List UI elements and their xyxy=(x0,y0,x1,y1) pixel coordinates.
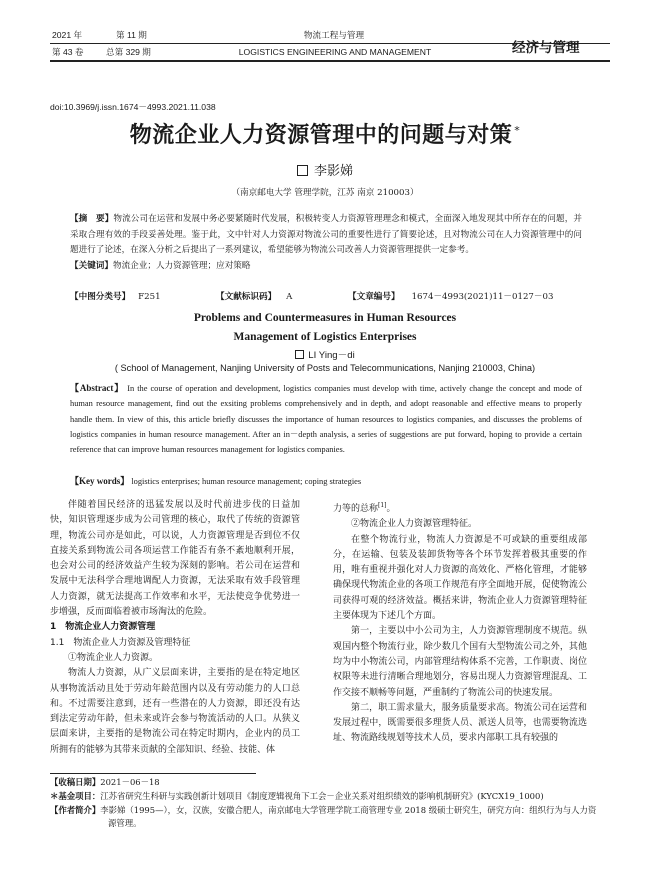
abstract-en-text: In the course of operation and development, logistics companies must develop with time, actively change the concept and mode of human resource management, find out the exsiting problems comprehensively and in depth, and adopt reasonable and effective means to properly handle them. In view of this, this article briefly discusses the importance of human resources to logistics companies, and discusses the problems of logistics companies in human resource management. After an in－depth analysis, a series of suggestions are put forward, hoping to provide a certain reference that can improve human resources management for logistics companies. xyxy=(70,384,583,455)
doc-code-label: 【文献标识码】 xyxy=(216,292,277,302)
doc-code-value: A xyxy=(286,292,293,302)
clc xyxy=(70,290,161,302)
abstract-en-label: 【Abstract】 xyxy=(70,383,125,393)
intro-paragraph: 伴随着国民经济的迅猛发展以及时代前进步伐的日益加快，知识管理逐步成为公司管理的核心，取代了传统的资源管理，物流公司亦是如此，可以说，人力资源管理是否到位不仅直接关系到物流公司各项运营工作能否有条不紊地顺利开展，也会对公司的经济效益产生较为深刻的影响。若公司在运营和发展中无法科学合理地调配人力资源，无法采取有效手段管理人力资源，就无法提高工作效率和水平，无法使竞争优势进一步增强，反而面临着被市场淘汰的危险。 xyxy=(50,500,300,618)
author-bio-value: 李影娣（1995—），女，汉族，安徽合肥人，南京邮电大学管理学院工商管理专业 2018 级硕士研究生，研究方向：组织行为与人力资源管理。 xyxy=(100,805,597,828)
keywords-en-label: 【Key words】 xyxy=(70,476,130,486)
doc-code xyxy=(216,290,292,302)
keywords-cn-label: 【关键词】 xyxy=(70,260,113,271)
paragraph-point-2: 第二，职工需求量大，服务质量要求高。物流公司在运营和发展过程中，既需要很多理货人员、派送人员等，也需要物流选址、物流路线规划等技术人员，要求内部职工具有较强的 xyxy=(333,702,587,744)
title-text: 物流企业人力资源管理中的问题与对策 xyxy=(129,123,513,148)
continued-end: 。 xyxy=(386,504,396,514)
footnote-received xyxy=(50,776,598,789)
received-value: 2021－06－18 xyxy=(100,777,160,787)
title-en-line2: Management of Logistics Enterprises xyxy=(233,331,417,343)
section-heading-1-1: 1.1 物流企业人力资源及管理特征 xyxy=(50,637,191,648)
body-right-column xyxy=(333,498,587,747)
affiliation-en: ( School of Management, Nanjing University of Posts and Telecommunications, Nanjing 210003, China) xyxy=(114,363,536,373)
keywords-cn-text: 物流企业；人力资源管理；应对策略 xyxy=(112,260,251,271)
author-bio-label: 【作者简介】 xyxy=(50,805,101,815)
author-en-box-icon xyxy=(295,350,304,359)
received-label: 【收稿日期】 xyxy=(50,777,101,787)
footnote-fund xyxy=(50,790,598,803)
author-en xyxy=(0,347,650,361)
clc-value: F251 xyxy=(138,292,161,302)
author-cn xyxy=(0,160,650,179)
footnote-author xyxy=(50,804,598,830)
paragraph-point-1: 第一，主要以中小公司为主，人力资源管理制度不规范。纵观国内整个物流行业，除少数几个国有大型物流公司之外，其他均为中小物流公司，内部管理结构体系不完善，工作职责、岗位权限等未进行清晰合理地划分，容易出现人力资源管理混乱、工作交接不顺畅等问题，严重制约了物流公司的快速发展。 xyxy=(333,626,587,698)
title-footnote-mark: * xyxy=(514,123,521,137)
abstract-cn-label: 【摘 要】 xyxy=(70,214,114,224)
header-journal-cn: 物流工程与管理 xyxy=(303,30,365,40)
article-no-label: 【文章编号】 xyxy=(348,292,400,302)
section-heading-1: 1 物流企业人力资源管理 xyxy=(50,622,156,633)
body-left-column xyxy=(50,498,300,758)
keywords-en-text: logistics enterprises; human resource management; coping strategies xyxy=(131,477,362,486)
header-issue: 第 11 期 xyxy=(116,30,147,40)
paragraph-hr-definition: 物流人力资源，从广义层面来讲，主要指的是在特定地区从事物流活动且处于劳动年龄范围内以及有劳动能力的人口总和。不过需要注意到，还有一些潜在的人力资源，即还没有达到法定劳动年龄，但未来或许会参与物流活动的人口。从狭义层面来讲，主要指的是物流公司在特定时期内，企业内的员工所拥有的能够为其带来贡献的全部知识、经验、技能、体 xyxy=(50,668,300,755)
fund-value: 江苏省研究生科研与实践创新计划项目《制度逻辑视角下工会－企业关系对组织绩效的影响机制研究》(KYCX19_1000) xyxy=(100,791,544,801)
keywords-en xyxy=(70,474,582,487)
citation-ref: [1] xyxy=(378,502,387,509)
section-label: 经济与管理 xyxy=(512,40,580,56)
header-volume: 第 43 卷 xyxy=(52,47,84,57)
header-total-issue: 总第 329 期 xyxy=(106,47,151,57)
author-name-cn: 李影娣 xyxy=(313,164,353,179)
doi: doi:10.3969/j.issn.1674－4993.2021.11.038 xyxy=(50,102,216,112)
page-title xyxy=(0,118,650,149)
header-journal-en: LOGISTICS ENGINEERING AND MANAGEMENT xyxy=(238,47,432,57)
header-rule-bottom xyxy=(50,60,610,62)
author-name-en: LI Ying－di xyxy=(308,350,355,361)
clc-label: 【中图分类号】 xyxy=(70,292,131,302)
abstract-cn xyxy=(70,212,582,274)
continued-text: 力等的总称 xyxy=(333,504,379,514)
paragraph-continued xyxy=(333,498,587,517)
abstract-cn-text: 物流公司在运营和发展中务必要紧随时代发展，积极转变人力资源管理理念和模式，全面深入地发现其中所存在的问题，并采取合理有效的手段妥善处理。鉴于此，文中针对人力资源对物流公司的重要性进行了简要论述，且对物流公司在人力资源管理中的问题进行了论述，在深入分析之后提出了一系列建议，希望能够为物流公司改善人力资源管理提供一定参考。 xyxy=(70,214,582,255)
article-no xyxy=(348,290,553,302)
article-no-value: 1674－4993(2021)11－0127－03 xyxy=(411,292,554,302)
title-en-line1: Problems and Countermeasures in Human Resources xyxy=(193,312,457,324)
title-en xyxy=(0,309,650,347)
paragraph-hrm-features: 在整个物流行业，物流人力资源是不可或缺的重要组成部分，在运输、包装及装卸货物等各个环节发挥着极其重要的作用，唯有重视并强化对人力资源的高效化、严格化管理，才能够确保现代物流企业的各项工作规范有序全面地开展，促使物流公司获得可观的经济效益。概括来讲，物流企业人力资源管理特征主要体现为下述几个方面。 xyxy=(333,534,587,622)
fund-label: ＊基金项目： xyxy=(50,791,101,801)
subheading-hr: ①物流企业人力资源。 xyxy=(68,652,159,663)
subheading-hrm: ②物流企业人力资源管理特征。 xyxy=(351,519,478,530)
affiliation-cn: （南京邮电大学 管理学院，江苏 南京 210003） xyxy=(231,188,419,198)
header-year: 2021 年 xyxy=(52,30,83,40)
author-box-icon xyxy=(297,165,308,176)
footnote-rule xyxy=(50,773,256,774)
abstract-en xyxy=(70,381,582,457)
